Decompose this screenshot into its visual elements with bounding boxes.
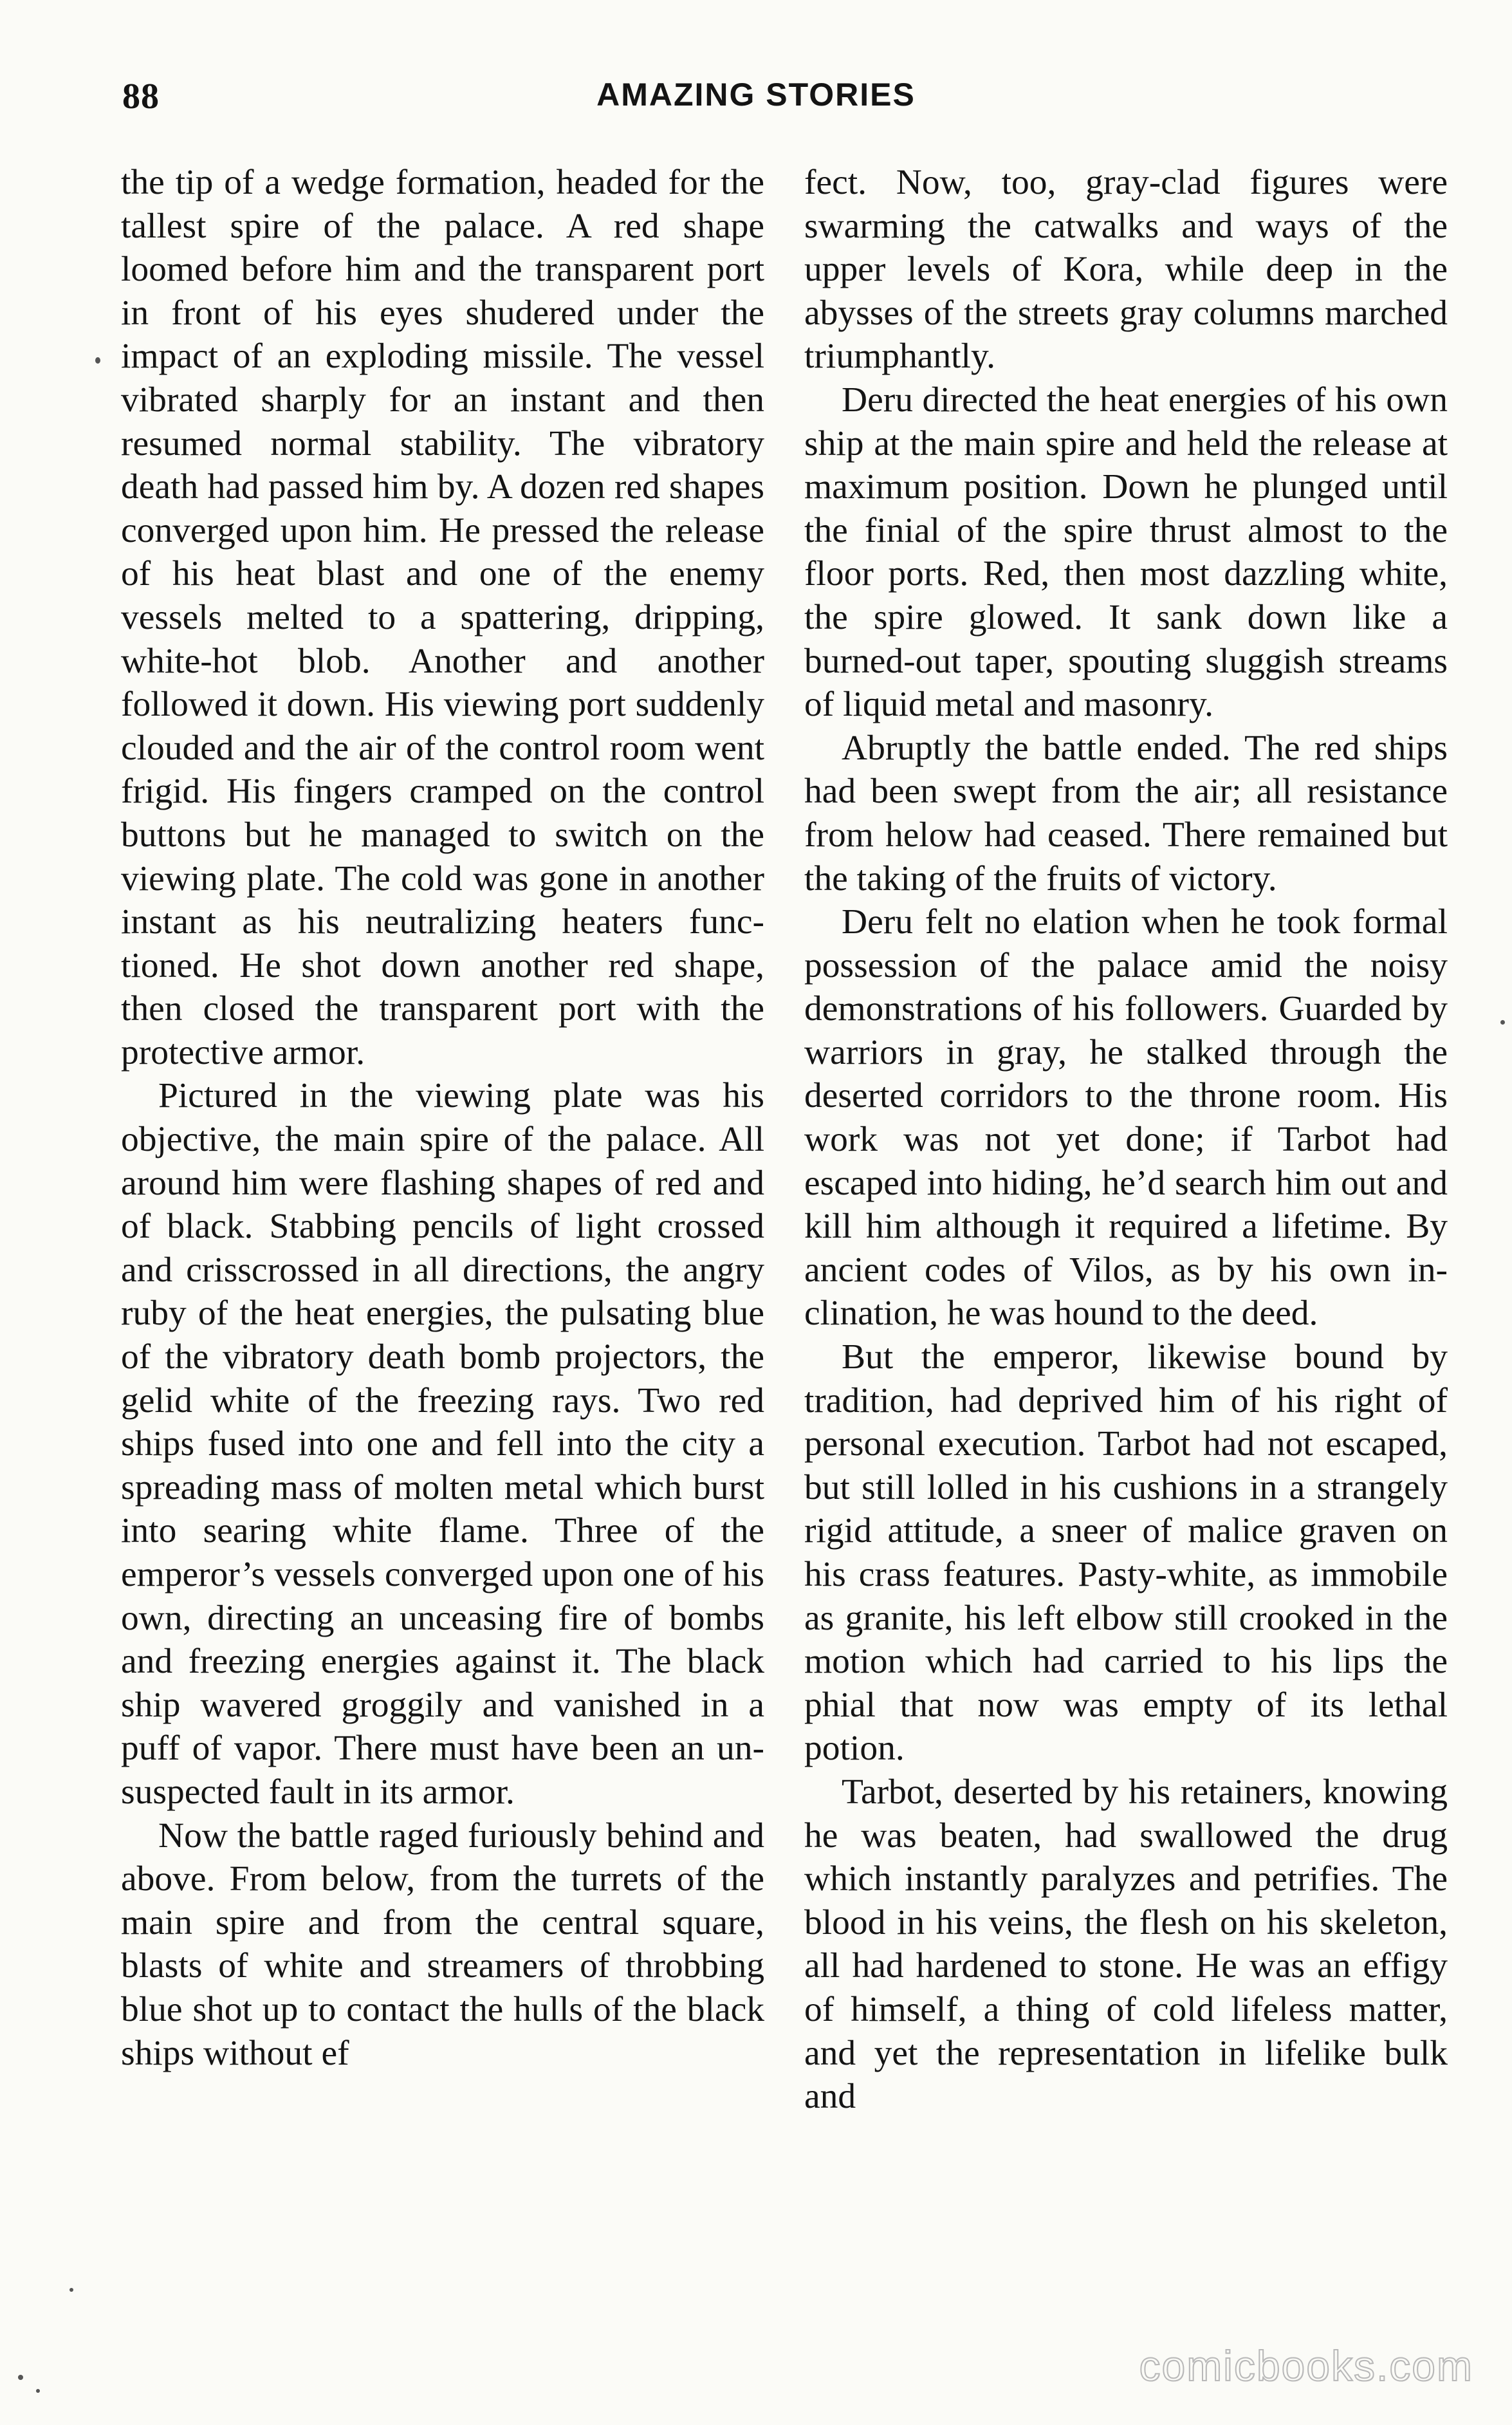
paragraph: But the emperor, likewise bound by tradition, had deprived him of his right of personal execution. Tarbot had not escaped, but still lolled in his cushions in a strangely rigid attitude, a sneer of malice graven on his crass features. Pasty-white, as immobile as granite, his left elbow still crooked in the motion which had carried to his lips the phial that now was empty of its lethal potion. (804, 1337, 1448, 1769)
left-column (121, 161, 764, 2075)
print-speck (18, 2375, 23, 2380)
page-header (0, 76, 1512, 127)
paragraph: fect. Now, too, gray-clad figures were swarming the catwalks and ways of the upper levels of Kora, while deep in the abysses of the streets gray columns marched triumphantly. (804, 163, 1448, 376)
page-number: 88 (122, 77, 160, 116)
paragraph: Abruptly the battle ended. The red ships had been swept from the air; all resistance from helow had ceased. There remained but the taking of the fruits of victory. (804, 728, 1448, 898)
paragraph: Now the battle raged furiously behind and above. From below, from the turrets of the main spire and from the central square, blasts of white and streamers of throbbing blue shot up to contact the hulls of the black ships without ef (121, 1816, 764, 2073)
site-watermark: comicbooks.com (1139, 2342, 1473, 2390)
running-head: AMAZING STORIES (596, 77, 916, 113)
print-speck (36, 2389, 40, 2393)
paragraph: Pictured in the viewing plate was his objective, the main spire of the palace. All around him were flashing shapes of red and of black. Stabbing pencils of light crossed and crisscrossed in all directions, the angry ruby of the heat energies, the pulsating blue of the vibratory death bomb projectors, the gelid white of the freezing rays. Two red ships fused into one and fell into the city a spreading mass of molten metal which burst into searing white flame. Three of the emperor’s vessels converged upon one of his own, directing an unceasing fire of bombs and freezing energies against it. The black ship wavered groggily and vanished in a puff of vapor. There must have been an unsuspected fault in its armor. (121, 1076, 764, 1812)
print-speck (1500, 1020, 1505, 1025)
print-speck (69, 2288, 73, 2292)
paragraph: Deru felt no elation when he took formal possession of the palace amid the noisy demonstrations of his followers. Guarded by warriors in gray, he stalked through the deserted corridors to the throne room. His work was not yet done; if Tarbot had escaped into hiding, he’d search him out and kill him although it required a lifetime. By ancient codes of Vilos, as by his own inclination, he was hound to the deed. (804, 902, 1448, 1333)
print-speck (95, 357, 100, 364)
right-column (804, 161, 1448, 2119)
paragraph: Tarbot, deserted by his retainers, knowing he was beaten, had swallowed the drug which instantly paralyzes and petrifies. The blood in his veins, the flesh on his skeleton, all had hardened to stone. He was an effigy of himself, a thing of cold lifeless matter, and yet the representation in lifelike bulk and (804, 1772, 1448, 2117)
paragraph: the tip of a wedge formation, headed for the tallest spire of the palace. A red shape loomed before him and the transparent port in front of his eyes shudered under the impact of an exploding missile. The vessel vibrated sharply for an instant and then resumed normal stability. The vibratory death had passed him by. A dozen red shapes converged upon him. He pressed the release of his heat blast and one of the enemy vessels melted to a spattering, dripping, white-hot blob. Another and another followed it down. His viewing port suddenly clouded and the air of the control room went frigid. His fingers cramped on the control buttons but he managed to switch on the viewing plate. The cold was gone in another instant as his neutralizing heaters functioned. He shot down another red shape, then closed the transparent port with the protective armor. (121, 163, 764, 1072)
paragraph: Deru directed the heat energies of his own ship at the main spire and held the release at maximum position. Down he plunged until the finial of the spire thrust almost to the floor ports. Red, then most dazzling white, the spire glowed. It sank down like a burned-out taper, spouting sluggish streams of liquid metal and masonry. (804, 380, 1448, 725)
